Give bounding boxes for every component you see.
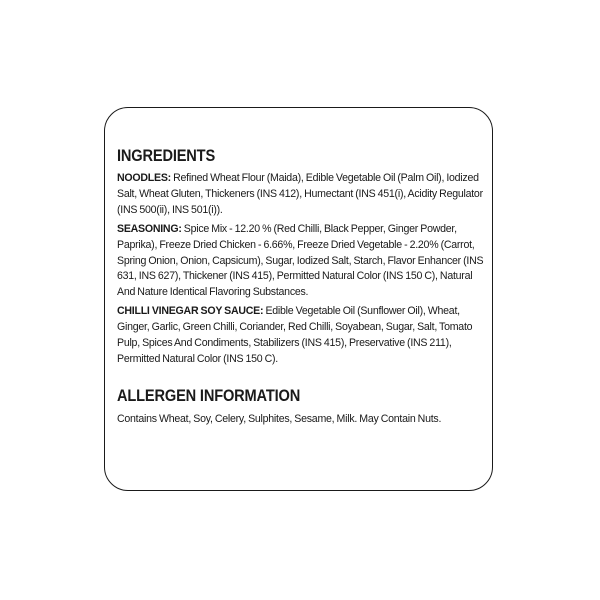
sauce-text: Edible Vegetable Oil (Sunflower Oil), Wheat, Ginger, Garlic, Green Chilli, Coriander, Red Chilli, Soyabean, Sugar, Salt, Tomato Pulp, Spices And Condiments, Stabilizers (INS 415), Preservative (INS 211), Permitted Natural Color (INS 150 C). bbox=[117, 305, 473, 365]
label-content bbox=[117, 146, 487, 431]
noodles-label: NOODLES: bbox=[117, 172, 171, 184]
ingredients-heading: INGREDIENTS bbox=[117, 146, 216, 165]
seasoning-text: Spice Mix - 12.20 % (Red Chilli, Black Pepper, Ginger Powder, Paprika), Freeze Dried Chicken - 6.66%, Freeze Dried Vegetable - 2.20% (Carrot, Spring Onion, Onion, Capsicum), Sugar, Iodized Salt, Starch, Flavor Enhancer (INS 631, INS 627), Thickener (INS 415), Permitted Natural Color (INS 150 C), Natural And Nature Identical Flavoring Substances. bbox=[117, 222, 484, 299]
noodles-text: Refined Wheat Flour (Maida), Edible Vegetable Oil (Palm Oil), Iodized Salt, Wheat Gluten, Thickeners (INS 412), Humectant (INS 451(i), Acidity Regulator (INS 500(ii), INS 501(i)). bbox=[117, 172, 483, 216]
noodles-paragraph bbox=[117, 171, 487, 219]
allergen-text: Contains Wheat, Soy, Celery, Sulphites, Sesame, Milk. May Contain Nuts. bbox=[117, 412, 442, 425]
allergen-heading: ALLERGEN INFORMATION bbox=[117, 385, 301, 405]
sauce-paragraph bbox=[117, 304, 487, 368]
sauce-label: CHILLI VINEGAR SOY SAUCE: bbox=[117, 305, 264, 318]
seasoning-label: SEASONING: bbox=[117, 222, 182, 235]
seasoning-paragraph bbox=[117, 222, 487, 302]
